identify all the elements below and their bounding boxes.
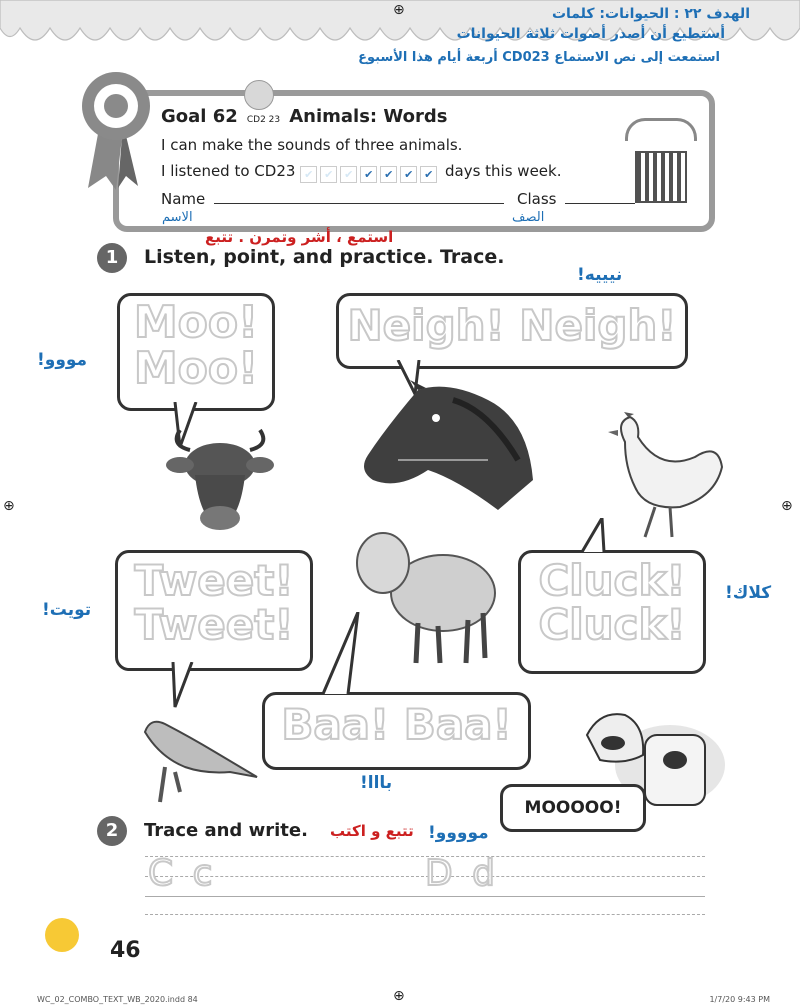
arabic-sheep-sound: بااا!	[360, 773, 393, 793]
section2-number: 2	[97, 816, 127, 846]
horse-speech-bubble	[336, 293, 688, 369]
cd-disc-icon	[244, 80, 274, 110]
brand-logo-icon	[45, 918, 79, 952]
cow-speech-bubble	[117, 293, 275, 411]
class-row	[517, 190, 635, 208]
class-field[interactable]	[565, 203, 635, 204]
horse-trace-text[interactable]: Neigh! Neigh!	[347, 301, 677, 350]
registration-mark-bottom: ⊕	[393, 988, 405, 1004]
registration-mark-left: ⊕	[3, 498, 15, 514]
trace-letters-d[interactable]: D d	[425, 853, 500, 894]
arabic-section1-instruction: استمع ، أشر وتمرن . تتبع	[205, 228, 394, 246]
cow-trace-text-1[interactable]: Moo!	[133, 297, 259, 348]
bird-image	[135, 712, 260, 807]
section1-number: 1	[97, 243, 127, 273]
arabic-hen-sound: كلاك!	[725, 583, 772, 603]
arabic-cartoon-cow-sound: موووو!	[428, 823, 489, 843]
arabic-goal-title: الهدف ٢٢ : الحيوانات: كلمات	[551, 6, 750, 22]
writing-line-base	[145, 896, 705, 897]
cow-head-image	[160, 420, 280, 535]
day-check-2[interactable]: ✔	[320, 166, 337, 183]
cd-label: CD2 23	[246, 115, 281, 125]
arabic-cow-sound: مووو!	[37, 350, 88, 370]
day-check-4[interactable]: ✔	[360, 166, 377, 183]
section2-title: Trace and write.	[144, 820, 308, 841]
goal-number: Goal 62	[161, 106, 238, 127]
arabic-horse-sound: نيييه!	[577, 265, 623, 285]
headphones-icon	[625, 118, 697, 141]
hen-trace-text-1[interactable]: Cluck!	[538, 556, 686, 605]
listen-log-label: I listened to CD23	[161, 162, 296, 180]
listen-log	[161, 162, 561, 183]
trace-letters-c[interactable]: C c	[148, 853, 217, 894]
goal-badge-icon	[78, 68, 158, 193]
bird-trace-text-2[interactable]: Tweet!	[134, 600, 294, 650]
cartoon-cow-sound-text: MOOOOO!	[524, 798, 622, 818]
goal-box	[113, 90, 715, 232]
bird-trace-text-1[interactable]: Tweet!	[134, 556, 294, 605]
listen-log-suffix: days this week.	[444, 162, 562, 180]
horse-head-image	[358, 380, 538, 520]
goal-title: Animals: Words	[289, 106, 448, 127]
arabic-section2-instruction: تتبع و اكتب	[330, 822, 414, 840]
name-field[interactable]	[214, 203, 504, 204]
sheep-speech-bubble	[262, 692, 531, 770]
day-check-1[interactable]: ✔	[300, 166, 317, 183]
day-check-6[interactable]: ✔	[400, 166, 417, 183]
hen-image	[600, 412, 730, 540]
name-label: Name	[161, 190, 206, 208]
class-label: Class	[517, 190, 557, 208]
arabic-name-label: الاسم	[162, 210, 193, 225]
footer-file-info: WC_02_COMBO_TEXT_WB_2020.indd 84	[37, 995, 198, 1004]
registration-mark-right: ⊕	[781, 498, 793, 514]
bird-bubble-tail	[170, 662, 200, 712]
cartoon-cow-speech-bubble	[500, 784, 646, 832]
section1-title: Listen, point, and practice. Trace.	[144, 246, 505, 268]
registration-mark-top: ⊕	[393, 2, 405, 18]
goal-heading	[161, 106, 447, 127]
footer-timestamp: 1/7/20 9:43 PM	[709, 995, 770, 1004]
page-number: 46	[110, 938, 141, 963]
arabic-bird-sound: تويت!	[42, 600, 92, 620]
arabic-listen-line: استمعت إلى نص الاستماع CD023 أربعة أيام هذا الأسبوع	[358, 50, 720, 65]
sheep-image	[348, 528, 498, 668]
arabic-class-label: الصف	[512, 210, 545, 225]
goal-statement: I can make the sounds of three animals.	[161, 136, 463, 154]
sheep-bubble-tail	[318, 612, 368, 696]
hen-bubble-tail	[580, 518, 610, 554]
arabic-goal-line: أستطيع أن أصدر أصوات ثلاثة الحيوانات	[456, 26, 725, 42]
hen-trace-text-2[interactable]: Cluck!	[538, 600, 686, 650]
hen-speech-bubble	[518, 550, 706, 674]
day-check-7[interactable]: ✔	[420, 166, 437, 183]
cow-trace-text-2[interactable]: Moo!	[133, 343, 259, 395]
qr-code-icon[interactable]	[635, 151, 687, 203]
sheep-trace-text[interactable]: Baa! Baa!	[281, 700, 512, 749]
day-check-3[interactable]: ✔	[340, 166, 357, 183]
writing-line-2	[145, 914, 705, 915]
name-row	[161, 190, 504, 208]
day-check-5[interactable]: ✔	[380, 166, 397, 183]
bird-speech-bubble	[115, 550, 313, 671]
